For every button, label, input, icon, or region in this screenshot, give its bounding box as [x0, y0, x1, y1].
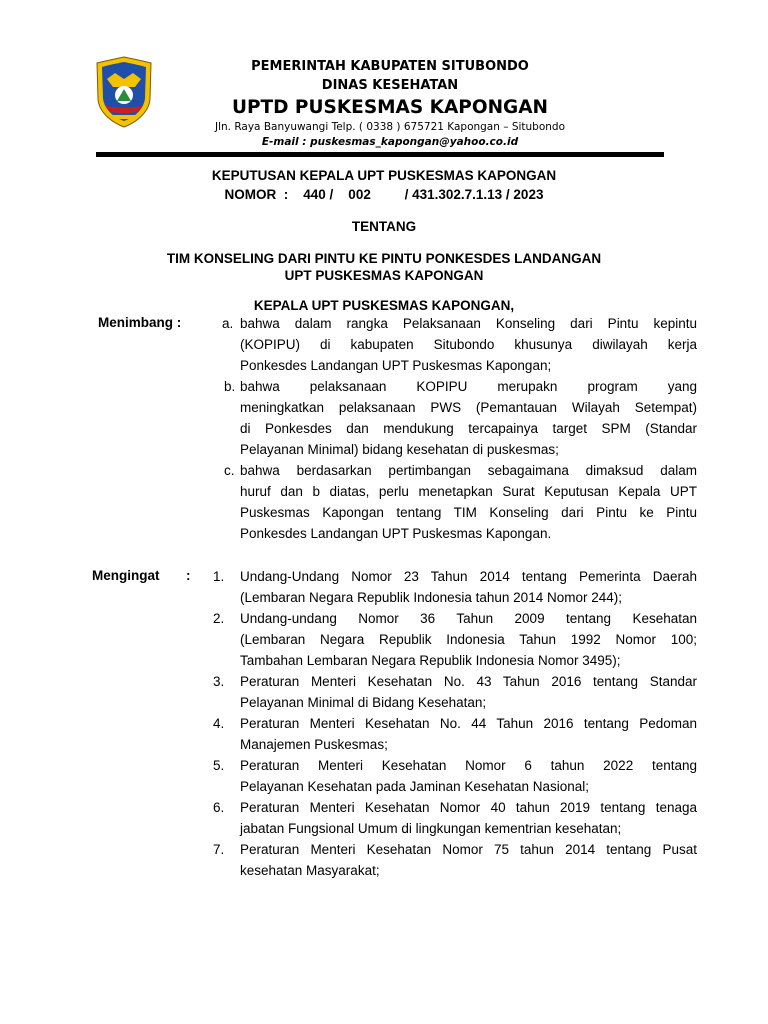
letterhead-divider [96, 152, 664, 157]
text-line: Ponkesdes Landangan UPT Puskesmas Kapongan. [240, 526, 552, 541]
text-line: kesehatan Masyarakat; [240, 863, 380, 878]
text-line: Peraturan Menteri Kesehatan No. 43 Tahun 2016 tentang Standar [240, 674, 697, 689]
text-line: Undang-undang Nomor 36 Tahun 2009 tentang Kesehatan [240, 611, 697, 626]
text-line: Peraturan Menteri Kesehatan No. 44 Tahun 2016 tentang Pedoman [240, 716, 697, 731]
mengingat-marker-4: 4. [213, 716, 225, 731]
menimbang-item-b [240, 376, 697, 460]
menimbang-item-c [240, 460, 697, 544]
text-line: (Lembaran Negara Republik Indonesia tahun 2014 Nomor 244); [240, 590, 622, 605]
kabupaten-emblem-logo [93, 55, 155, 129]
text-line: Pelayanan Minimal) bidang kesehatan di puskesmas; [240, 442, 559, 457]
mengingat-item-2 [240, 608, 697, 671]
text-line: di Ponkesdes dan mendukung tercapainya target SPM (Standar [240, 421, 697, 436]
menimbang-marker-a: a. [222, 316, 234, 331]
text-line: (KOPIPU) di kabupaten Situbondo khusunya diwilayah kerja [240, 337, 697, 352]
text-line: Tambahan Lembaran Negara Republik Indonesia Nomor 3495); [240, 653, 621, 668]
mengingat-marker-6: 6. [213, 800, 225, 815]
text-line: jabatan Fungsional Umum di lingkungan kementrian kesehatan; [240, 821, 622, 836]
text-line: meningkatkan pelaksanaan PWS (Pemantauan Wilayah Setempat) [240, 400, 697, 415]
menimbang-marker-b: b. [224, 379, 236, 394]
letterhead-email: E-mail : puskesmas_kapongan@yahoo.co.id [261, 136, 519, 148]
mengingat-marker-3: 3. [213, 674, 225, 689]
menimbang-label: Menimbang : [98, 315, 182, 330]
menimbang-marker-c: c. [224, 463, 235, 478]
decree-official: KEPALA UPT PUSKESMAS KAPONGAN, [253, 298, 515, 313]
decree-number: NOMOR : 440 / 002 / 431.302.7.1.13 / 2023 [224, 187, 544, 202]
text-line: Manajemen Puskesmas; [240, 737, 388, 752]
mengingat-marker-1: 1. [213, 569, 225, 584]
text-line: Puskesmas Kapongan tentang TIM Konseling dari Pintu ke Pintu [240, 505, 697, 520]
mengingat-marker-5: 5. [213, 758, 225, 773]
menimbang-item-a [240, 313, 697, 376]
mengingat-marker-2: 2. [213, 611, 225, 626]
mengingat-label: Mengingat [92, 568, 160, 583]
decree-subject-line1: TIM KONSELING DARI PINTU KE PINTU PONKESDES LANDANGAN [166, 251, 602, 266]
text-line: (Lembaran Negara Republik Indonesia Tahun 1992 Nomor 100; [240, 632, 697, 647]
text-line: bahwa dalam rangka Pelaksanaan Konseling dari Pintu kepintu [240, 316, 697, 331]
decree-tentang: TENTANG [351, 219, 417, 234]
text-line: Undang-Undang Nomor 23 Tahun 2014 tentang Pemerinta Daerah [240, 569, 697, 584]
letterhead-institution: UPTD PUSKESMAS KAPONGAN [231, 97, 549, 118]
mengingat-item-6 [240, 797, 697, 839]
letterhead-address: Jln. Raya Banyuwangi Telp. ( 0338 ) 675721 Kapongan – Situbondo [214, 121, 566, 133]
text-line: bahwa pelaksanaan KOPIPU merupakn program yang [240, 379, 697, 394]
letterhead-government: PEMERINTAH KABUPATEN SITUBONDO [251, 59, 529, 74]
mengingat-item-7 [240, 839, 697, 881]
text-line: Peraturan Menteri Kesehatan Nomor 75 tahun 2014 tentang Pusat [240, 842, 697, 857]
text-line: bahwa berdasarkan pertimbangan sebagaimana dimaksud dalam [240, 463, 697, 478]
text-line: huruf dan b diatas, perlu menetapkan Surat Keputusan Kepala UPT [240, 484, 697, 499]
text-line: Peraturan Menteri Kesehatan Nomor 40 tahun 2019 tentang tenaga [240, 800, 697, 815]
mengingat-item-3 [240, 671, 697, 713]
mengingat-colon: : [186, 568, 191, 583]
decree-subject-line2: UPT PUSKESMAS KAPONGAN [284, 268, 484, 283]
mengingat-marker-7: 7. [213, 842, 225, 857]
decree-title: KEPUTUSAN KEPALA UPT PUSKESMAS KAPONGAN [211, 168, 557, 183]
text-line: Pelayanan Minimal di Bidang Kesehatan; [240, 695, 487, 710]
mengingat-item-4 [240, 713, 697, 755]
letterhead-department: DINAS KESEHATAN [321, 78, 459, 93]
letterhead [170, 57, 610, 150]
text-line: Pelayanan Kesehatan pada Jaminan Kesehatan Nasional; [240, 779, 590, 794]
text-line: Ponkesdes Landangan UPT Puskesmas Kapongan; [240, 358, 552, 373]
mengingat-item-1 [240, 566, 697, 608]
text-line: Peraturan Menteri Kesehatan Nomor 6 tahun 2022 tentang [240, 758, 697, 773]
mengingat-item-5 [240, 755, 697, 797]
